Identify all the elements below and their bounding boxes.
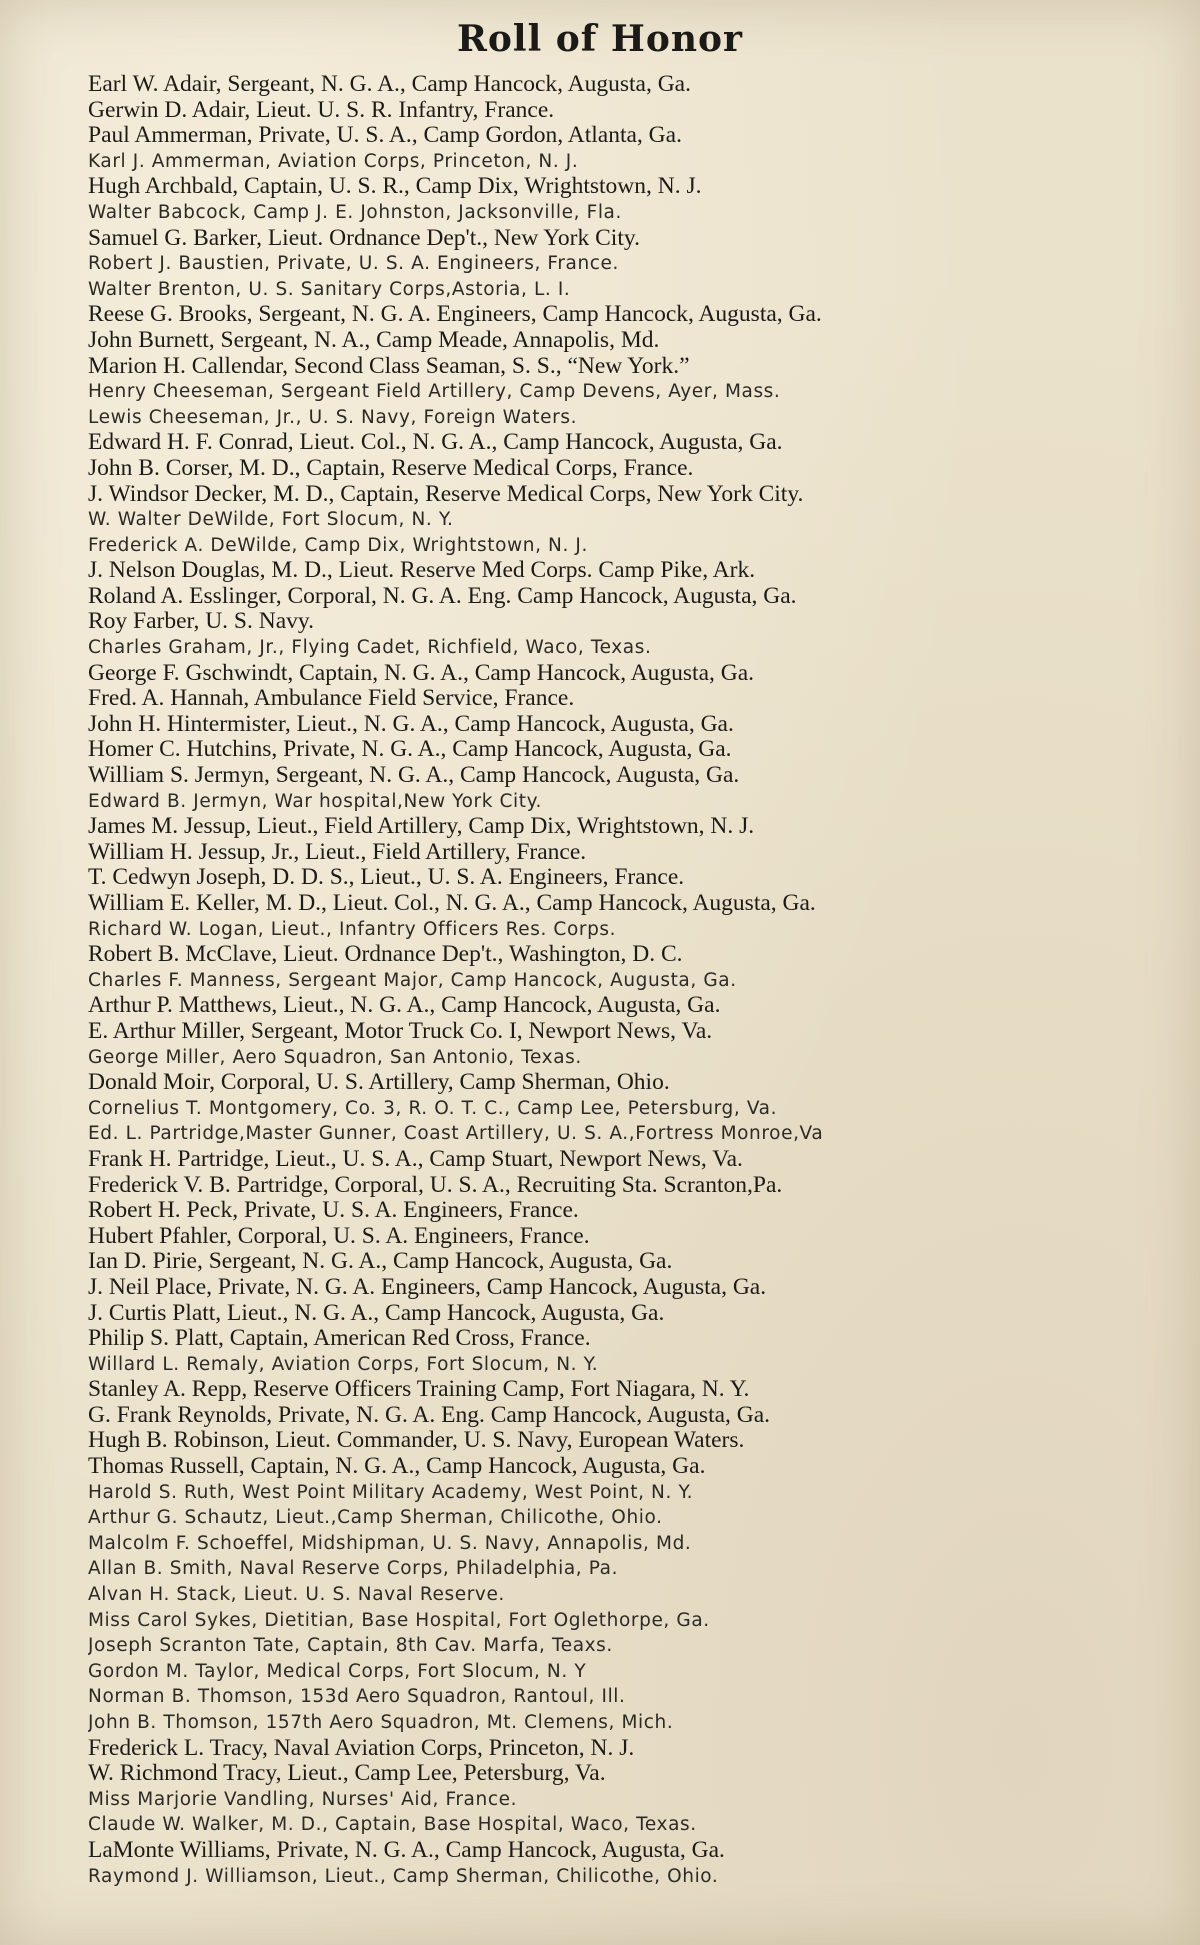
roll-entry: Cornelius T. Montgomery, Co. 3, R. O. T. C., Camp Lee, Petersburg, Va. — [88, 1097, 778, 1119]
roll-entry: Homer C. Hutchins, Private, N. G. A., Camp Hancock, Augusta, Ga. — [88, 737, 732, 763]
roll-entry: Edward B. Jermyn, War hospital,New York City. — [88, 790, 543, 812]
roll-entry: Frederick A. DeWilde, Camp Dix, Wrightstown, N. J. — [88, 534, 588, 556]
roll-entry: Malcolm F. Schoeffel, Midshipman, U. S. Navy, Annapolis, Md. — [88, 1532, 692, 1554]
roll-entry: Charles F. Manness, Sergeant Major, Camp Hancock, Augusta, Ga. — [88, 969, 737, 991]
roll-entry: Richard W. Logan, Lieut., Infantry Officers Res. Corps. — [88, 918, 617, 940]
roll-entry: John H. Hintermister, Lieut., N. G. A., Camp Hancock, Augusta, Ga. — [88, 711, 734, 737]
roll-entry: Norman B. Thomson, 153d Aero Squadron, Rantoul, Ill. — [88, 1686, 626, 1708]
roll-entry: Earl W. Adair, Sergeant, N. G. A., Camp Hancock, Augusta, Ga. — [88, 72, 691, 97]
honor-roll-list — [88, 72, 1178, 1889]
roll-entry: Alvan H. Stack, Lieut. U. S. Naval Reserve. — [88, 1584, 505, 1606]
roll-entry: William S. Jermyn, Sergeant, N. G. A., Camp Hancock, Augusta, Ga. — [88, 763, 740, 789]
roll-entry: Miss Marjorie Vandling, Nurses' Aid, France. — [88, 1788, 518, 1810]
roll-entry: Frederick V. B. Partridge, Corporal, U. S. A., Recruiting Sta. Scranton,Pa. — [88, 1172, 783, 1198]
roll-entry: LaMonte Williams, Private, N. G. A., Camp Hancock, Augusta, Ga. — [88, 1837, 725, 1863]
roll-entry: Stanley A. Repp, Reserve Officers Training Camp, Fort Niagara, N. Y. — [88, 1377, 750, 1403]
roll-entry: Robert B. McClave, Lieut. Ordnance Dep't., Washington, D. C. — [88, 942, 683, 968]
roll-entry: Joseph Scranton Tate, Captain, 8th Cav. Marfa, Teaxs. — [88, 1635, 613, 1657]
roll-entry: Samuel G. Barker, Lieut. Ordnance Dep't., New York City. — [88, 225, 640, 251]
roll-entry: J. Neil Place, Private, N. G. A. Engineers, Camp Hancock, Augusta, Ga. — [88, 1274, 767, 1300]
roll-entry: Reese G. Brooks, Sergeant, N. G. A. Engineers, Camp Hancock, Augusta, Ga. — [88, 302, 822, 328]
roll-entry: William H. Jessup, Jr., Lieut., Field Artillery, France. — [88, 839, 587, 865]
roll-entry: George Miller, Aero Squadron, San Antonio, Texas. — [88, 1046, 582, 1068]
roll-entry: Roland A. Esslinger, Corporal, N. G. A. Eng. Camp Hancock, Augusta, Ga. — [88, 583, 797, 609]
roll-entry: William E. Keller, M. D., Lieut. Col., N. G. A., Camp Hancock, Augusta, Ga. — [88, 891, 816, 916]
roll-entry: Allan B. Smith, Naval Reserve Corps, Philadelphia, Pa. — [88, 1558, 619, 1580]
roll-entry: Thomas Russell, Captain, N. G. A., Camp Hancock, Augusta, Ga. — [88, 1454, 706, 1480]
roll-entry: Ed. L. Partridge,Master Gunner, Coast Artillery, U. S. A.,Fortress Monroe,Va — [88, 1123, 824, 1145]
roll-entry: Hugh B. Robinson, Lieut. Commander, U. S. Navy, European Waters. — [88, 1428, 745, 1454]
roll-entry: Miss Carol Sykes, Dietitian, Base Hospital, Fort Oglethorpe, Ga. — [88, 1609, 710, 1631]
roll-entry: Karl J. Ammerman, Aviation Corps, Princeton, N. J. — [88, 150, 579, 172]
roll-entry: Marion H. Callendar, Second Class Seaman, S. S., “New York.” — [88, 353, 690, 379]
roll-entry: Harold S. Ruth, West Point Military Academy, West Point, N. Y. — [88, 1481, 694, 1503]
roll-entry: Paul Ammerman, Private, U. S. A., Camp Gordon, Atlanta, Ga. — [88, 123, 682, 149]
roll-entry: Frank H. Partridge, Lieut., U. S. A., Camp Stuart, Newport News, Va. — [88, 1146, 743, 1172]
roll-entry: Claude W. Walker, M. D., Captain, Base Hospital, Waco, Texas. — [88, 1814, 697, 1836]
roll-entry: Arthur G. Schautz, Lieut.,Camp Sherman, Chilicothe, Ohio. — [88, 1507, 663, 1529]
roll-entry: Philip S. Platt, Captain, American Red Cross, France. — [88, 1326, 591, 1352]
roll-entry: Willard L. Remaly, Aviation Corps, Fort Slocum, N. Y. — [88, 1353, 599, 1375]
roll-entry: Charles Graham, Jr., Flying Cadet, Richfield, Waco, Texas. — [88, 637, 652, 659]
roll-entry: John B. Thomson, 157th Aero Squadron, Mt. Clemens, Mich. — [88, 1712, 674, 1733]
roll-entry: G. Frank Reynolds, Private, N. G. A. Eng. Camp Hancock, Augusta, Ga. — [88, 1402, 771, 1428]
roll-entry: John B. Corser, M. D., Captain, Reserve Medical Corps, France. — [88, 455, 694, 481]
roll-entry: Frederick L. Tracy, Naval Aviation Corps, Princeton, N. J. — [88, 1735, 635, 1761]
roll-entry: James M. Jessup, Lieut., Field Artillery, Camp Dix, Wrightstown, N. J. — [88, 814, 755, 840]
roll-entry: Arthur P. Matthews, Lieut., N. G. A., Camp Hancock, Augusta, Ga. — [88, 993, 721, 1019]
roll-entry: J. Curtis Platt, Lieut., N. G. A., Camp Hancock, Augusta, Ga. — [88, 1300, 665, 1326]
roll-entry: Ian D. Pirie, Sergeant, N. G. A., Camp Hancock, Augusta, Ga. — [88, 1249, 673, 1275]
roll-entry: Henry Cheeseman, Sergeant Field Artillery, Camp Devens, Ayer, Mass. — [88, 381, 781, 403]
roll-entry: George F. Gschwindt, Captain, N. G. A., Camp Hancock, Augusta, Ga. — [88, 660, 755, 686]
roll-entry: J. Nelson Douglas, M. D., Lieut. Reserve Med Corps. Camp Pike, Ark. — [88, 558, 756, 584]
roll-entry: W. Walter DeWilde, Fort Slocum, N. Y. — [88, 509, 454, 531]
roll-entry: E. Arthur Miller, Sergeant, Motor Truck Co. I, Newport News, Va. — [88, 1018, 713, 1044]
roll-entry: Gerwin D. Adair, Lieut. U. S. R. Infantry, France. — [88, 97, 555, 123]
roll-entry: Gordon M. Taylor, Medical Corps, Fort Slocum, N. Y — [88, 1660, 587, 1682]
roll-entry: Edward H. F. Conrad, Lieut. Col., N. G. A., Camp Hancock, Augusta, Ga. — [88, 430, 783, 456]
roll-entry: Hugh Archbald, Captain, U. S. R., Camp Dix, Wrightstown, N. J. — [88, 174, 702, 200]
roll-entry: Walter Babcock, Camp J. E. Johnston, Jacksonville, Fla. — [88, 201, 622, 223]
roll-entry: Lewis Cheeseman, Jr., U. S. Navy, Foreign Waters. — [88, 406, 578, 428]
roll-entry: T. Cedwyn Joseph, D. D. S., Lieut., U. S. A. Engineers, France. — [88, 865, 685, 891]
roll-entry: Robert H. Peck, Private, U. S. A. Engineers, France. — [88, 1198, 579, 1224]
page-title: Roll of Honor — [456, 18, 744, 60]
roll-entry: Hubert Pfahler, Corporal, U. S. A. Engineers, France. — [88, 1223, 590, 1249]
roll-entry: W. Richmond Tracy, Lieut., Camp Lee, Petersburg, Va. — [88, 1761, 606, 1787]
roll-entry: J. Windsor Decker, M. D., Captain, Reserve Medical Corps, New York City. — [88, 481, 804, 507]
roll-entry: Fred. A. Hannah, Ambulance Field Service, France. — [88, 686, 575, 712]
roll-entry: Raymond J. Williamson, Lieut., Camp Sherman, Chilicothe, Ohio. — [88, 1865, 719, 1887]
roll-entry: Roy Farber, U. S. Navy. — [88, 609, 314, 635]
roll-entry: John Burnett, Sergeant, N. A., Camp Meade, Annapolis, Md. — [88, 327, 660, 353]
roll-entry: Robert J. Baustien, Private, U. S. A. Engineers, France. — [88, 253, 620, 275]
roll-entry: Donald Moir, Corporal, U. S. Artillery, Camp Sherman, Ohio. — [88, 1070, 670, 1096]
roll-entry: Walter Brenton, U. S. Sanitary Corps,Astoria, L. I. — [88, 278, 571, 300]
